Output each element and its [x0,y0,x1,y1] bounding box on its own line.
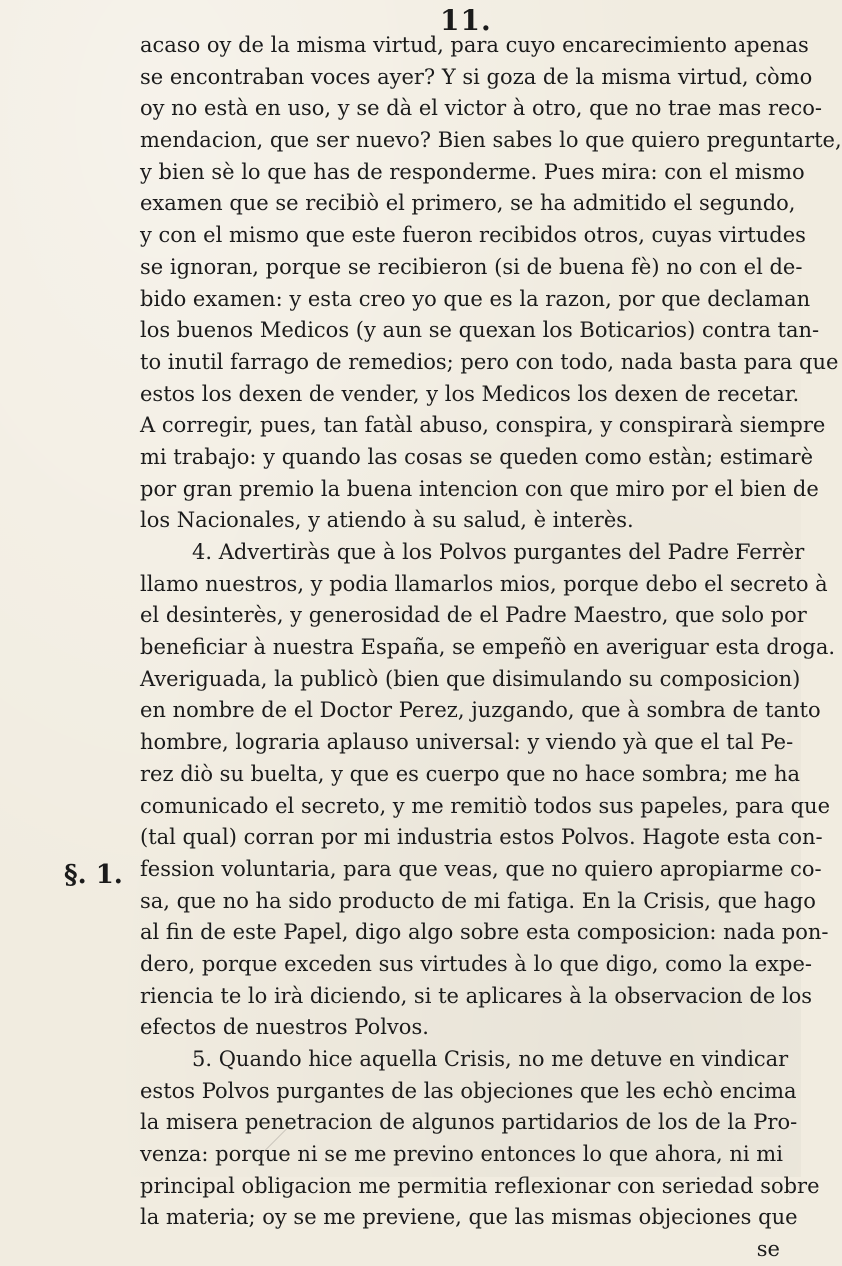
text-line: al fin de este Papel, digo algo sobre esta composicion: nada pon- [140,920,829,945]
text-line: 5. Quando hice aquella Crisis, no me detuve en vindicar [192,1047,789,1071]
text-line: A corregir, pues, tan fatàl abuso, conspira, y conspirarà siempre [140,413,826,438]
text-line: hombre, lograria aplauso universal: y viendo yà que el tal Pe- [140,730,794,755]
text-line: llamo nuestros, y podia llamarlos mios, porque debo el secreto à [140,571,828,596]
text-line: riencia te lo irà diciendo, si te aplicares à la observacion de los [140,983,813,1008]
text-line: bido examen: y esta creo yo que es la razon, por que declaman [140,286,811,311]
text-line: beneficiar à nuestra España, se empeñò en averiguar esta droga. [140,635,836,660]
section-mark: §. 1. [64,860,123,890]
text-line: se ignoran, porque se recibieron (si de buena fè) no con el de- [140,254,803,279]
text-line: los Nacionales, y atiendo à su salud, è interès. [140,508,634,533]
text-line: mendacion, que ser nuevo? Bien sabes lo que quiero preguntarte, [140,128,842,153]
text-line: fession voluntaria, para que veas, que no quiero apropiarme co- [140,856,822,881]
text-line: la materia; oy se me previene, que las mismas objeciones que [140,1205,798,1230]
text-line: to inutil farrago de remedios; pero con todo, nada basta para que [140,349,839,374]
text-line: rez diò su buelta, y que es cuerpo que no hace sombra; me ha [140,761,801,786]
text-line: acaso oy de la misma virtud, para cuyo encarecimiento apenas [140,33,809,57]
text-line: oy no està en uso, y se dà el victor à otro, que no trae mas reco- [140,96,822,121]
text-line: efectos de nuestros Polvos. [140,1015,429,1040]
catchword: se [756,1237,780,1262]
text-line: y bien sè lo que has de responderme. Pues mira: con el mismo [140,159,805,184]
text-line: estos los dexen de vender, y los Medicos los dexen de recetar. [140,381,800,406]
text-line: los buenos Medicos (y aun se quexan los Boticarios) contra tan- [140,318,820,343]
text-line: (tal qual) corran por mi industria estos Polvos. Hagote esta con- [140,825,823,850]
text-line: mi trabajo: y quando las cosas se queden como estàn; estimarè [140,444,814,469]
text-line: 4. Advertiràs que à los Polvos purgantes del Padre Ferrèr [192,540,805,564]
page-number: 11. [440,4,492,37]
text-line: principal obligacion me permitia reflexionar con seriedad sobre [140,1173,820,1198]
text-line: en nombre de el Doctor Perez, juzgando, que à sombra de tanto [140,698,821,723]
text-line: el desinterès, y generosidad de el Padre Maestro, que solo por [140,603,807,628]
text-line: la misera penetracion de algunos partidarios de los de la Pro- [140,1110,798,1135]
text-line: venza: porque ni se me previno entonces lo que ahora, ni mi [140,1142,783,1167]
text-line: estos Polvos purgantes de las objeciones que les echò encima [140,1078,797,1103]
body-text [140,30,842,1266]
text-line: dero, porque exceden sus virtudes à lo que digo, como la expe- [140,951,812,976]
text-line: sa, que no ha sido producto de mi fatiga. En la Crisis, que hago [140,888,816,913]
text-line: por gran premio la buena intencion con que miro por el bien de [140,476,819,501]
text-line: se encontraban voces ayer? Y si goza de la misma virtud, còmo [140,64,813,89]
text-line: y con el mismo que este fueron recibidos otros, cuyas virtudes [140,223,806,248]
text-line: Averiguada, la publicò (bien que disimulando su composicion) [140,666,801,691]
text-line: comunicado el secreto, y me remitiò todos sus papeles, para que [140,793,831,818]
text-line: examen que se recibiò el primero, se ha admitido el segundo, [140,191,796,216]
